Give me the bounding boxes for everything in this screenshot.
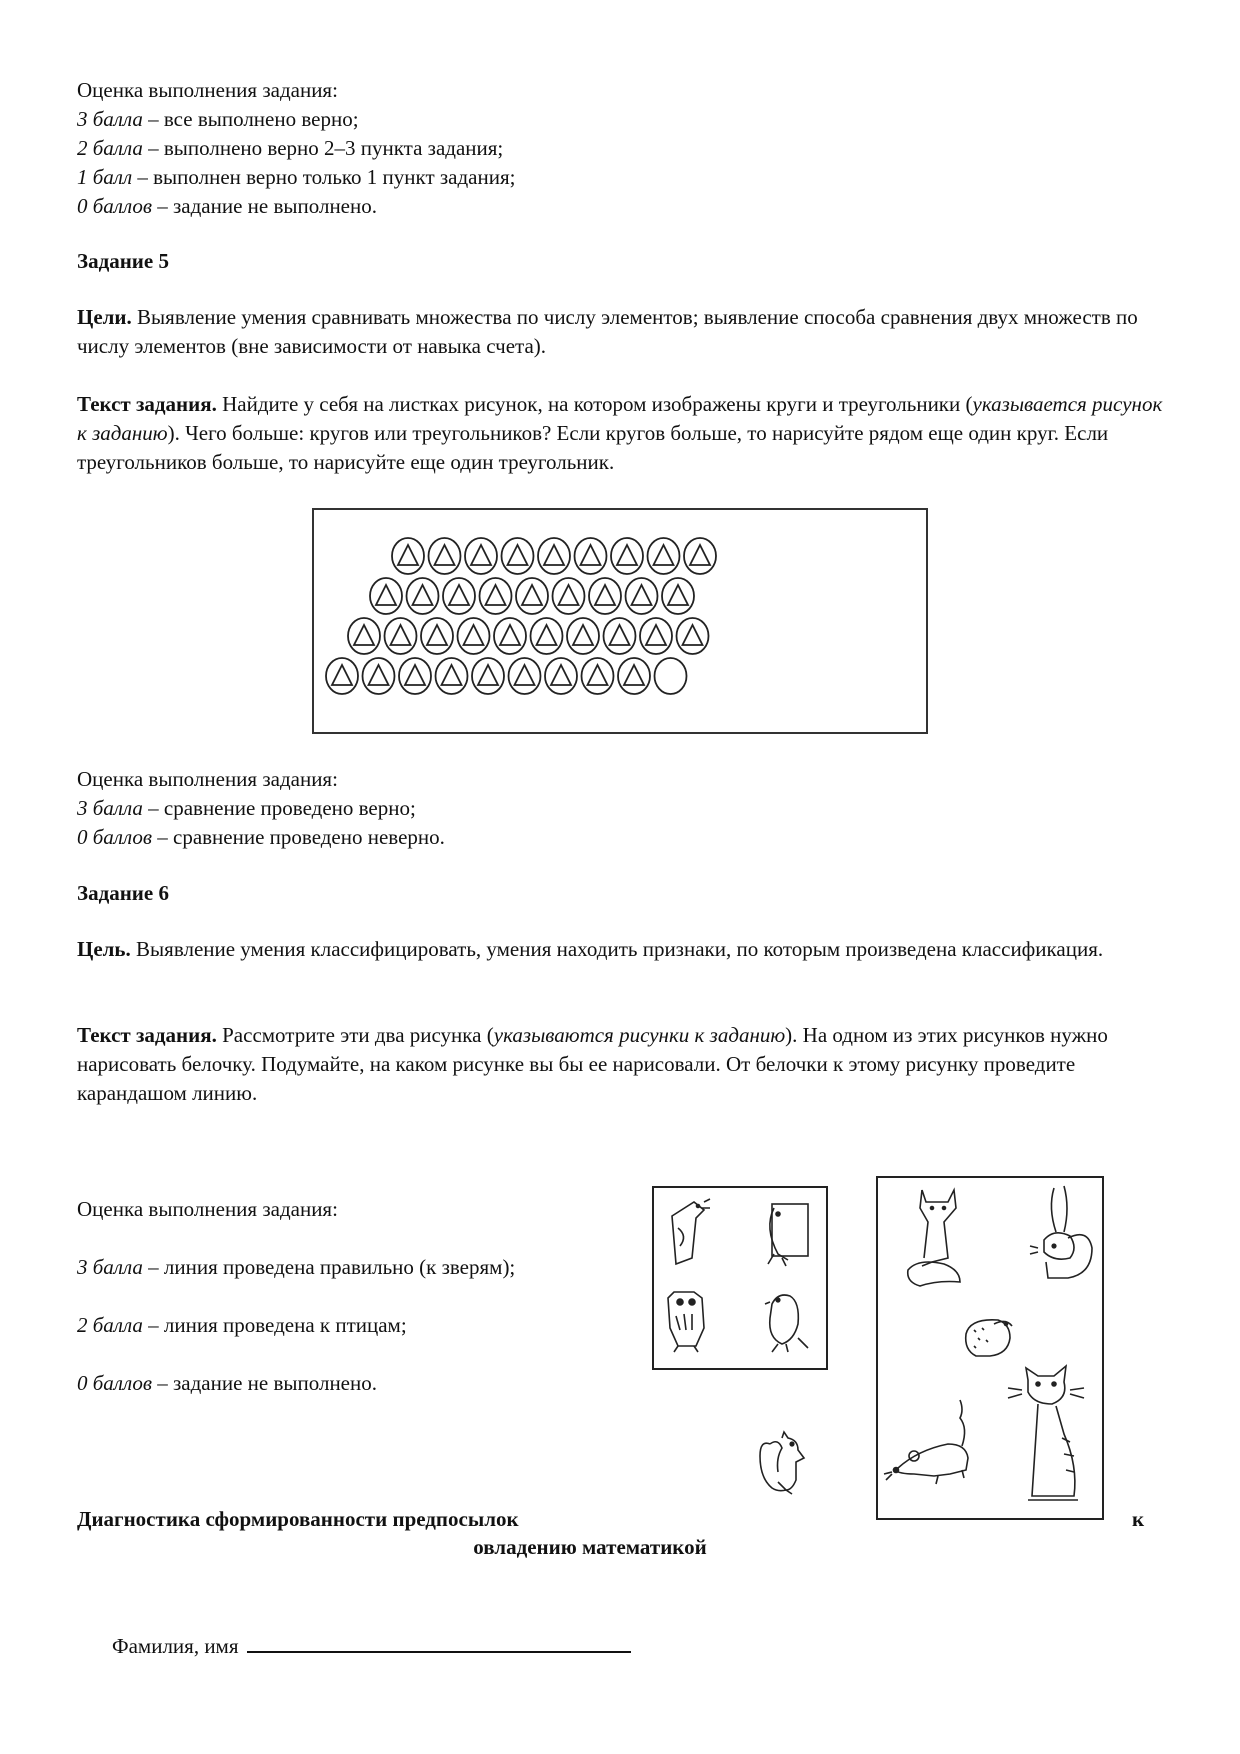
name-field-row [112,1629,631,1661]
triangle [573,625,593,645]
triangle [515,665,535,685]
triangle [588,665,608,685]
task5-heading: Задание 5 [77,249,169,273]
circle [655,658,687,694]
triangle [595,585,615,605]
circle-with-triangle [465,538,497,574]
squirrel-picture [756,1428,816,1498]
triangle [449,585,469,605]
triangle [354,625,374,645]
circle-with-triangle [582,658,614,694]
circle-with-triangle [370,578,402,614]
circle-with-triangle [443,578,475,614]
triangle [398,545,418,565]
triangle [668,585,688,605]
circle-with-triangle [531,618,563,654]
woodpecker-icon [672,1199,710,1264]
triangle [537,625,557,645]
mouse-icon [884,1400,968,1484]
circle-with-triangle [589,578,621,614]
circle-with-triangle [480,578,512,614]
task6-goal: Цель. Выявление умения классифицировать, умения находить признаки, по которым произведена классификация. [77,937,1104,961]
triangle [332,665,352,685]
circle-with-triangle [509,658,541,694]
triangle [391,625,411,645]
circle-with-triangle [604,618,636,654]
birds-picture [652,1186,828,1370]
owl-icon [668,1292,704,1352]
scoring-title: Оценка выполнения задания: [77,78,338,102]
circle-with-triangle [545,658,577,694]
triangle [654,545,674,565]
scoring-item: 3 балла – линия проведена правильно (к зверям); [77,1255,516,1279]
triangle [405,665,425,685]
scoring-item: 0 баллов – задание не выполнено. [77,194,377,218]
circle-with-triangle [567,618,599,654]
triangle [624,665,644,685]
triangle [508,545,528,565]
triangle [486,585,506,605]
task6-heading: Задание 6 [77,881,169,905]
circle-with-triangle [538,538,570,574]
circle-with-triangle [429,538,461,574]
circle-with-triangle [677,618,709,654]
name-field-label: Фамилия, имя [112,1634,239,1658]
circle-with-triangle [407,578,439,614]
triangle [369,665,389,685]
circle-with-triangle [553,578,585,614]
circles-triangles-drawing [314,510,926,732]
triangle [690,545,710,565]
circle-with-triangle [472,658,504,694]
cat-icon [1008,1366,1084,1500]
triangle [442,665,462,685]
circles-triangles-figure [312,508,928,734]
circle-with-triangle [684,538,716,574]
scoring-title: Оценка выполнения задания: [77,1197,338,1221]
task5-text: Текст задания. Найдите у себя на листках рисунок, на котором изображены круги и треугольники (указывается рисунок к заданию). Чего больше: кругов или треугольников? Если кругов больше, то нарисуйте рядом еще один круг. Если треугольников больше, то нарисуйте еще один треугольник. [77,392,1163,474]
sparrow-icon [765,1295,808,1352]
circle-with-triangle [385,618,417,654]
circle-with-triangle [611,538,643,574]
task5-scoring [77,765,777,852]
circle-with-triangle [326,658,358,694]
scoring-item: 1 балл – выполнен верно только 1 пункт задания; [77,165,516,189]
triangle [581,545,601,565]
hedgehog-icon [966,1320,1012,1356]
name-field-line[interactable] [247,1629,631,1653]
woodpecker-icon [768,1204,808,1266]
triangle [471,545,491,565]
circle-with-triangle [618,658,650,694]
triangle [632,585,652,605]
triangle [559,585,579,605]
circle-with-triangle [348,618,380,654]
circle-with-triangle [626,578,658,614]
task6-text: Текст задания. Рассмотрите эти два рисунка (указываются рисунки к заданию). На одном из этих рисунков нужно нарисовать белочку. Подумайте, на каком рисунке вы бы ее нарисовали. От белочки к этому рисунку проведите карандашом линию. [77,1023,1108,1105]
scoring-item: 0 баллов – сравнение проведено неверно. [77,825,445,849]
triangle [646,625,666,645]
diagnostics-title-right: к [1132,1507,1145,1531]
circle-with-triangle [502,538,534,574]
triangle [478,665,498,685]
circle-with-triangle [436,658,468,694]
task6-scoring [77,1195,637,1398]
scoring-item: 3 балла – сравнение проведено верно; [77,796,416,820]
triangle [464,625,484,645]
diagnostics-title-line2: овладению математикой [473,1535,707,1559]
circle-with-triangle [392,538,424,574]
diagnostics-title-left: Диагностика сформированности предпосылок [77,1507,519,1531]
triangle [435,545,455,565]
fox-icon [908,1190,960,1286]
circle-with-triangle [399,658,431,694]
circle-with-triangle [648,538,680,574]
circle-with-triangle [640,618,672,654]
triangle [413,585,433,605]
task4-scoring [77,76,777,221]
scoring-item: 2 балла – выполнено верно 2–3 пункта задания; [77,136,504,160]
animals-picture [876,1176,1104,1520]
circle-with-triangle [421,618,453,654]
scoring-item: 3 балла – все выполнено верно; [77,107,359,131]
circle-with-triangle [363,658,395,694]
hare-icon [1030,1186,1092,1278]
triangle [610,625,630,645]
scoring-title: Оценка выполнения задания: [77,767,338,791]
circle-with-triangle [516,578,548,614]
scoring-item: 0 баллов – задание не выполнено. [77,1371,377,1395]
triangle [617,545,637,565]
circle-with-triangle [662,578,694,614]
triangle [427,625,447,645]
triangle [683,625,703,645]
triangle [551,665,571,685]
squirrel-icon [760,1432,804,1494]
triangle [376,585,396,605]
triangle [544,545,564,565]
triangle [500,625,520,645]
scoring-item: 2 балла – линия проведена к птицам; [77,1313,407,1337]
circle-with-triangle [494,618,526,654]
empty-circle [655,658,687,694]
task5-goals: Цели. Выявление умения сравнивать множества по числу элементов; выявление способа сравнения двух множеств по числу элементов (вне зависимости от навыка счета). [77,305,1138,358]
triangle [522,585,542,605]
circle-with-triangle [458,618,490,654]
circle-with-triangle [575,538,607,574]
